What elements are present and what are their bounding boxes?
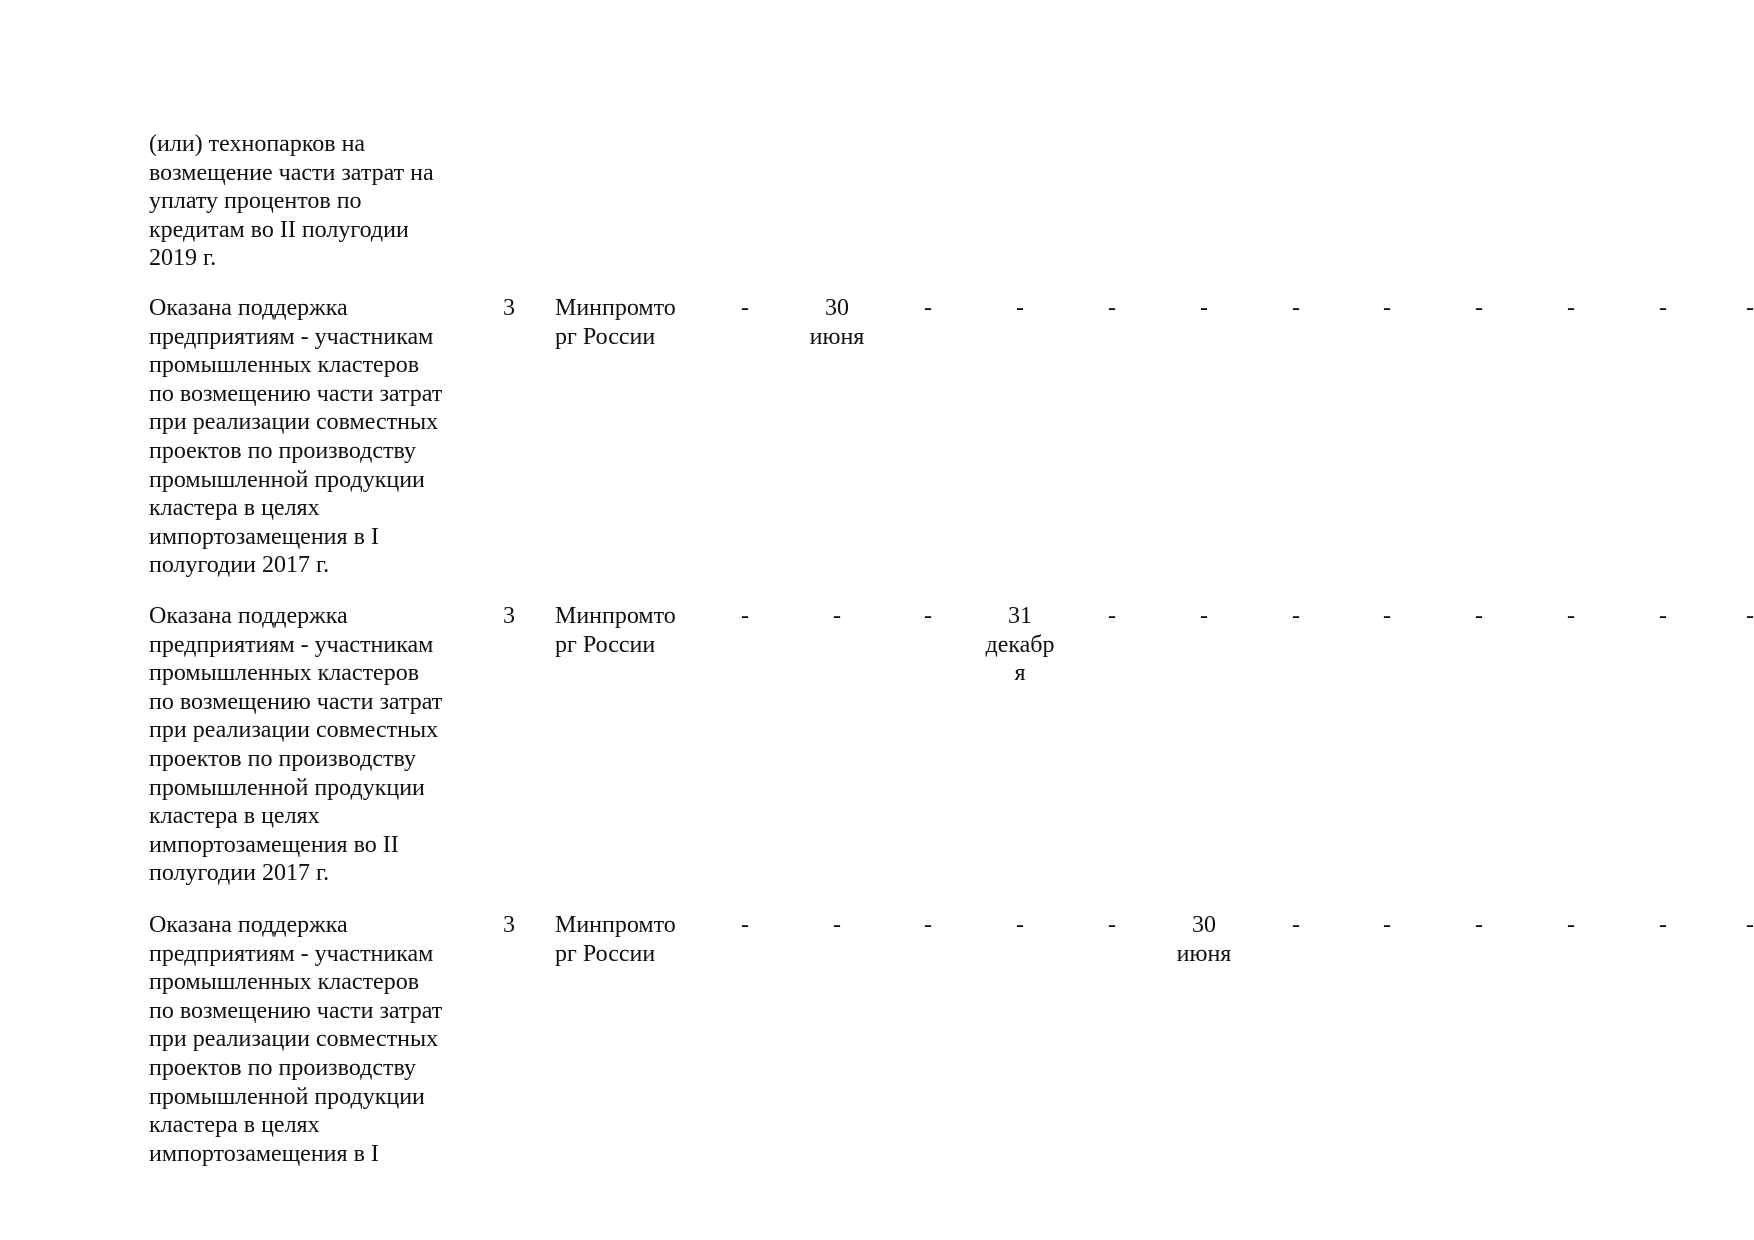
period-cell: - <box>1383 912 1391 938</box>
period-cell: - <box>1292 603 1300 629</box>
row-number: 3 <box>503 603 515 629</box>
row-description: Оказана поддержка предприятиям - участникам промышленных кластеров по возмещению части затрат при реализации совместных проектов по производству промышленной продукции кластера в целях импортозамещения во II полугодии 2017 г. <box>149 603 443 887</box>
period-cell: - <box>1200 295 1208 321</box>
period-cell: 30 июня <box>1176 912 1232 967</box>
period-cell: - <box>741 295 749 321</box>
period-cell: - <box>1016 295 1024 321</box>
period-cell: - <box>1383 603 1391 629</box>
period-cell: - <box>833 603 841 629</box>
period-cell: - <box>1292 912 1300 938</box>
row-number: 3 <box>503 912 515 938</box>
row-responsible: Минпромто рг России <box>555 912 676 967</box>
period-cell: - <box>1108 603 1116 629</box>
period-cell: - <box>1659 295 1667 321</box>
row-number: 3 <box>503 295 515 321</box>
period-cell: 30 июня <box>809 295 865 350</box>
period-cell: - <box>1200 603 1208 629</box>
period-cell: - <box>1746 603 1754 629</box>
period-cell: - <box>1383 295 1391 321</box>
period-cell: - <box>1659 912 1667 938</box>
period-cell: - <box>1567 912 1575 938</box>
period-cell: 31 декабр я <box>985 603 1055 687</box>
period-cell: - <box>1475 603 1483 629</box>
period-cell: - <box>1746 295 1754 321</box>
period-cell: - <box>924 295 932 321</box>
period-cell: - <box>1567 603 1575 629</box>
period-cell: - <box>1108 912 1116 938</box>
period-cell: - <box>1746 912 1754 938</box>
period-cell: - <box>1567 295 1575 321</box>
period-cell: - <box>924 603 932 629</box>
period-cell: - <box>1475 912 1483 938</box>
row-description: Оказана поддержка предприятиям - участникам промышленных кластеров по возмещению части затрат при реализации совместных проектов по производству промышленной продукции кластера в целях импортозамещения в I полугодии 2017 г. <box>149 295 443 579</box>
period-cell: - <box>1659 603 1667 629</box>
continued-description: (или) технопарков на возмещение части затрат на уплату процентов по кредитам во II полугодии 2019 г. <box>149 131 434 272</box>
period-cell: - <box>833 912 841 938</box>
period-cell: - <box>1108 295 1116 321</box>
row-responsible: Минпромто рг России <box>555 295 676 350</box>
row-description: Оказана поддержка предприятиям - участникам промышленных кластеров по возмещению части затрат при реализации совместных проектов по производству промышленной продукции кластера в целях импортозамещения в I <box>149 912 443 1167</box>
period-cell: - <box>1292 295 1300 321</box>
period-cell: - <box>924 912 932 938</box>
row-responsible: Минпромто рг России <box>555 603 676 658</box>
period-cell: - <box>741 912 749 938</box>
period-cell: - <box>1475 295 1483 321</box>
period-cell: - <box>1016 912 1024 938</box>
period-cell: - <box>741 603 749 629</box>
